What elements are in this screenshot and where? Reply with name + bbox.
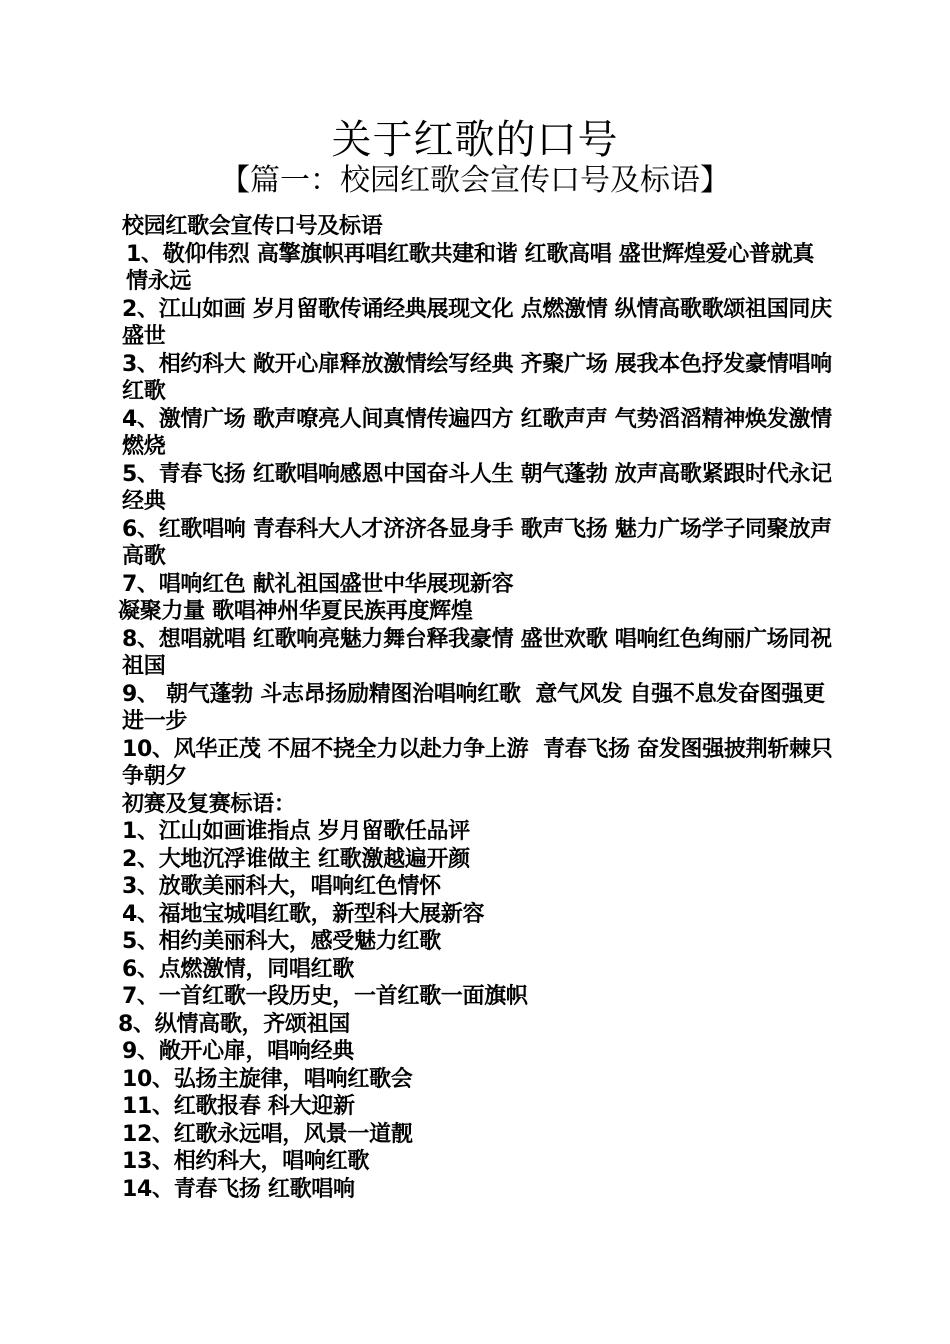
document-body	[118, 213, 834, 1203]
contest-slogan-item: 6、点燃激情，同唱红歌	[122, 956, 355, 982]
contest-slogan-item: 1、江山如画谁指点 岁月留歌任品评	[122, 819, 470, 844]
contest-slogan-item: 11、红歌报春 科大迎新	[122, 1094, 355, 1119]
slogan-item: 5、青春飞扬 红歌唱响感恩中国奋斗人生 朝气蓬勃 放声高歌紧跟时代永记经典	[122, 461, 832, 514]
slogan-item: 9、 朝气蓬勃 斗志昂扬励精图治唱响红歌 意气风发 自强不息发奋图强更进一步	[122, 681, 825, 734]
contest-heading: 初赛及复赛标语：	[122, 791, 296, 817]
contest-slogan-item: 14、青春飞扬 红歌唱响	[122, 1176, 355, 1202]
slogan-item: 1、敬仰伟烈 高擎旗帜再唱红歌共建和谐 红歌高唱 盛世辉煌爱心普就真情永远	[126, 241, 815, 294]
slogan-item: 8、想唱就唱 红歌响亮魅力舞台释我豪情 盛世欢歌 唱响红色绚丽广场同祝祖国	[122, 626, 832, 679]
contest-slogan-item: 5、相约美丽科大，感受魅力红歌	[122, 929, 441, 954]
contest-slogan-item: 13、相约科大，唱响红歌	[122, 1149, 370, 1174]
slogan-item: 2、江山如画 岁月留歌传诵经典展现文化 点燃激情 纵情高歌歌颂祖国同庆盛世	[122, 296, 832, 349]
slogan-item: 3、相约科大 敞开心扉释放激情绘写经典 齐聚广场 展我本色抒发豪情唱响红歌	[122, 351, 832, 404]
slogan-item: 凝聚力量 歌唱神州华夏民族再度辉煌	[118, 599, 473, 624]
slogan-item: 6、红歌唱响 青春科大人才济济各显身手 歌声飞扬 魅力广场学子同聚放声高歌	[122, 516, 832, 569]
contest-slogan-item: 4、福地宝城唱红歌，新型科大展新容	[122, 901, 485, 927]
section-heading: 校园红歌会宣传口号及标语	[122, 214, 383, 239]
slogan-item: 4、激情广场 歌声嘹亮人间真情传遍四方 红歌声声 气势滔滔精神焕发激情燃烧	[122, 406, 832, 459]
contest-slogan-item: 7、一首红歌一段历史，一首红歌一面旗帜	[122, 984, 528, 1009]
document-title: 关于红歌的口号	[331, 117, 619, 163]
contest-slogan-item: 12、红歌永远唱，风景一道靓	[122, 1121, 413, 1147]
contest-slogan-item: 3、放歌美丽科大，唱响红色情怀	[122, 874, 441, 899]
slogan-item: 10、风华正茂 不屈不挠全力以赴力争上游 青春飞扬 奋发图强披荆斩棘只争朝夕	[122, 736, 833, 789]
contest-slogan-item: 9、敞开心扉，唱响经典	[122, 1039, 355, 1064]
contest-slogan-item: 2、大地沉浮谁做主 红歌激越遍开颜	[122, 846, 470, 872]
contest-slogan-item: 10、弘扬主旋律，唱响红歌会	[122, 1066, 413, 1092]
document-subtitle: 【篇一：校园红歌会宣传口号及标语】	[220, 163, 730, 198]
slogan-item: 7、唱响红色 献礼祖国盛世中华展现新容	[122, 571, 514, 597]
contest-slogan-item: 8、纵情高歌，齐颂祖国	[118, 1011, 351, 1037]
